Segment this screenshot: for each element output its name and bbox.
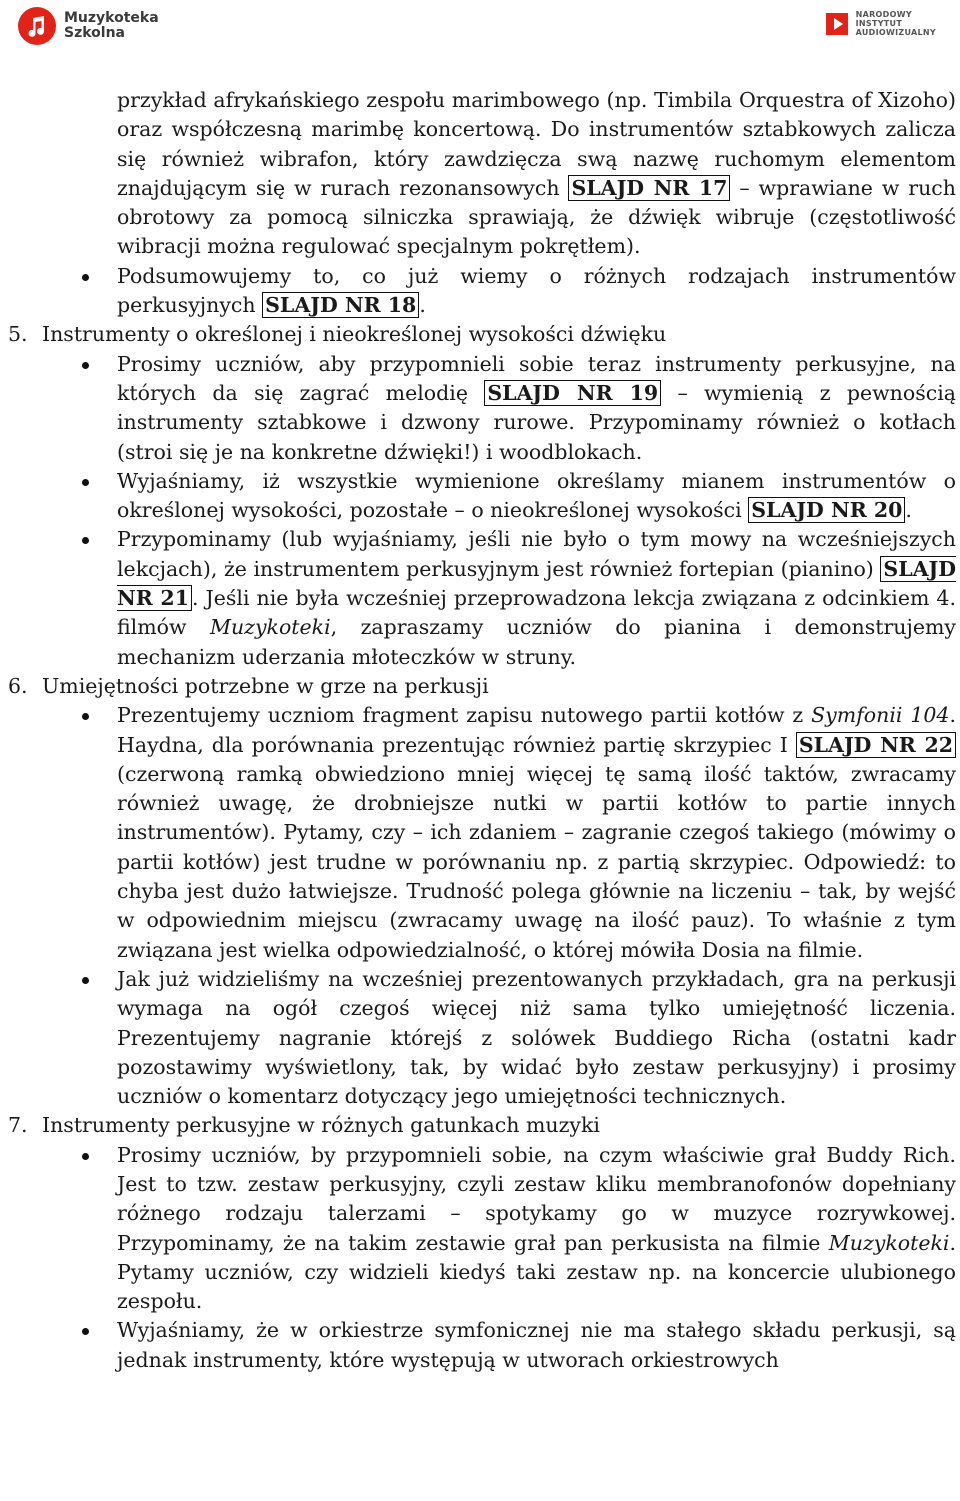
work-title: Symfonii 104 (811, 703, 950, 728)
paragraph-text: . Haydna, dla porównania prezentując również partię skrzypiec I (117, 703, 956, 757)
paragraph-text: . Pytamy uczniów, czy widzieli kiedyś taki zestaw np. na koncercie ulubionego zespołu. (117, 1230, 956, 1314)
paragraph-text: Prosimy uczniów, by przypomnieli sobie, na czym właściwie grał Buddy Rich. Jest to tzw. zestaw perkusyjny, czyli zestaw kliku membranofonów dopełniany różnego rodzaju talerzami – spotykamy go w muzyce rozrywkowej. Przypominamy, że na takim zestawie grał pan perkusista na filmie (117, 1142, 956, 1255)
page-header (0, 0, 960, 52)
list-item (0, 965, 960, 1111)
document-body (0, 86, 960, 1375)
list-item (0, 525, 960, 671)
bullet-icon (82, 1153, 89, 1160)
slide-reference: SLAJD NR 20 (748, 497, 905, 523)
list-item (0, 1316, 960, 1375)
list-item-continuation (0, 86, 960, 262)
paragraph-text: . (419, 293, 426, 318)
paragraph-text: – wprawiane w ruch obrotowy za pomocą silniczka sprawiają, że dźwięk wibruje (częstotliwość wibracji można regulować specjalnym pokrętłem). (117, 175, 956, 259)
paragraph-text: Prezentujemy uczniom fragment zapisu nutowego partii kotłów z (117, 703, 812, 728)
bullet-icon (82, 274, 89, 281)
paragraph-text: Przypominamy (lub wyjaśniamy, jeśli nie było o tym mowy na wcześniejszych lekcjach), że instrumentem perkusyjnym jest również fortepian (pianino) (117, 527, 956, 581)
nina-logo[interactable] (826, 10, 936, 37)
bullet-icon (82, 362, 89, 369)
paragraph-text: – wymienią z pewnością instrumenty sztabkowe i dzwony rurowe. Przypominamy również o kotłach (stroi się je na konkretne dźwięki!) i woodblokach. (117, 380, 956, 464)
nina-wordmark (856, 10, 936, 37)
paragraph-text: przykład afrykańskiego zespołu marimbowego (np. Timbila Orquestra of Xizoho) oraz współczesną marimbę koncertową. Do instrumentów sztabkowych zalicza się również wibrafon, który zawdzięcza swą nazwę ruchomym elementom znajdującym się w rurach rezonansowych (117, 88, 956, 200)
list-item (0, 701, 960, 965)
bullet-icon (82, 977, 89, 984)
list-item (0, 1141, 960, 1317)
list-item (0, 350, 960, 467)
slide-reference: SLAJD NR 21 (117, 556, 956, 611)
slide-reference: SLAJD NR 19 (484, 380, 661, 406)
nina-line-2: INSTYTUT (855, 19, 903, 28)
nina-line-1: NARODOWY (855, 10, 912, 19)
section-number: 6. (8, 673, 28, 698)
bullet-icon (82, 537, 89, 544)
section-title: Instrumenty o określonej i nieokreślonej wysokości dźwięku (42, 322, 667, 347)
slide-reference: SLAJD NR 17 (568, 175, 730, 201)
slide-reference: SLAJD NR 18 (262, 292, 419, 318)
paragraph-text: , zapraszamy uczniów do pianina i demonstrujemy mechanizm uderzania młoteczków w struny. (117, 615, 956, 669)
paragraph-text: Wyjaśniamy, że w orkiestrze symfonicznej nie ma stałego składu perkusji, są jednak instrumenty, które występują w utworach orkiestrowych (117, 1318, 956, 1372)
paragraph-text: Wyjaśniamy, iż wszystkie wymienione określamy mianem instrumentów o określonej wysokości, pozostałe – o nieokreślonej wysokości (117, 468, 956, 523)
bullet-icon (82, 1328, 89, 1335)
play-icon (826, 13, 848, 35)
paragraph-text: (czerwoną ramką obwiedziono mniej więcej tę samą ilość taktów, zwracamy również uwagę, że drobniejsze nutki w partii kotłów to partie innych instrumentów). Pytamy, czy – ich zdaniem – zagranie czegoś takiego (mówimy o partii kotłów) jest trudne w porównaniu np. z partią skrzypiec. Odpowiedź: to chyba jest dużo łatwiejsze. Trudność polega głównie na liczeniu – tak, by wejść w odpowiednim miejscu (zwracamy uwagę na ilość pauz). To właśnie z tym związana jest wielka odpowiedzialność, o której mówiła Dosia na filmie. (117, 761, 956, 962)
bullet-icon (82, 713, 89, 720)
section-title: Umiejętności potrzebne w grze na perkusji (42, 673, 489, 698)
section-heading (0, 320, 960, 349)
nina-line-3: AUDIOWIZUALNY (855, 28, 936, 37)
film-title: Muzykoteki (209, 615, 331, 640)
section-title: Instrumenty perkusyjne w różnych gatunkach muzyki (42, 1113, 600, 1138)
muzykoteka-logo[interactable] (18, 7, 159, 45)
section-heading (0, 672, 960, 701)
paragraph-text: Jak już widzieliśmy na wcześniej prezentowanych przykładach, gra na perkusji wymaga na ogół czegoś więcej niż sama tylko umiejętność liczenia. Prezentujemy nagranie którejś z solówek Buddiego Richa (ostatni kadr pozostawimy wyświetlony, tak, by widać było zestaw perkusyjny) i prosimy uczniów o komentarz dotyczący jego umiejętności technicznych. (117, 966, 956, 1109)
music-note-icon (18, 7, 56, 45)
paragraph-text: . (905, 498, 912, 523)
logo-line-2: Szkolna (64, 25, 125, 41)
list-item (0, 262, 960, 321)
bullet-icon (82, 479, 89, 486)
paragraph-text: . Jeśli nie była wcześniej przeprowadzona lekcja związana z odcinkiem 4. filmów (117, 586, 956, 640)
logo-line-1: Muzykoteka (64, 10, 159, 26)
section-number: 5. (8, 322, 28, 347)
section-number: 7. (8, 1113, 28, 1138)
slide-reference: SLAJD NR 22 (796, 732, 956, 758)
list-item (0, 467, 960, 526)
section-heading (0, 1111, 960, 1140)
paragraph-text: Podsumowujemy to, co już wiemy o różnych rodzajach instrumentów perkusyjnych (117, 263, 956, 318)
paragraph-text: Prosimy uczniów, aby przypomnieli sobie teraz instrumenty perkusyjne, na których da się zagrać melodię (117, 351, 956, 405)
film-title: Muzykoteki (828, 1230, 950, 1255)
logo-wordmark (64, 11, 159, 41)
